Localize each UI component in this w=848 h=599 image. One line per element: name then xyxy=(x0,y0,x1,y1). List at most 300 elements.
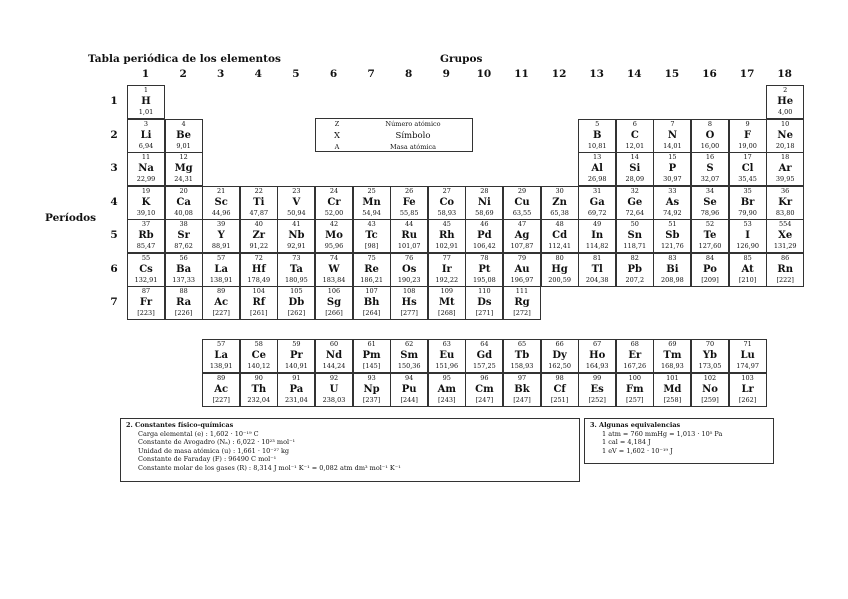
group-number: 17 xyxy=(739,68,755,80)
atomic-number: 80 xyxy=(555,253,564,262)
atomic-mass: 39,10 xyxy=(136,208,156,217)
atomic-mass: 180,95 xyxy=(285,275,308,284)
atomic-number: 3 xyxy=(143,119,149,128)
element-cell-ar xyxy=(766,152,804,186)
atomic-number: 60 xyxy=(329,340,339,348)
atomic-number: 46 xyxy=(480,220,489,228)
legend-z-desc: Número atómico xyxy=(385,120,441,128)
element-symbol: Pd xyxy=(477,230,492,241)
element-cell-mo xyxy=(315,219,353,253)
atomic-number: 93 xyxy=(367,374,376,382)
legend-a: A xyxy=(334,143,340,151)
atomic-mass: 151,96 xyxy=(435,362,459,370)
element-cell-ne xyxy=(766,119,804,153)
atomic-mass: [277] xyxy=(400,309,418,317)
atomic-mass: 91,22 xyxy=(249,242,269,250)
element-symbol: Dy xyxy=(552,350,567,361)
equivalence-item: 1 eV = 1,602 · 10⁻¹⁹ J xyxy=(602,446,673,455)
atomic-number: 52 xyxy=(705,220,715,228)
element-symbol: Ni xyxy=(477,196,491,208)
element-symbol: La xyxy=(214,350,228,361)
atomic-mass: [209] xyxy=(701,275,719,284)
element-symbol: Lr xyxy=(741,384,754,395)
element-symbol: Nd xyxy=(325,350,343,361)
atomic-mass: [227] xyxy=(212,396,230,404)
groups-label: Grupos xyxy=(440,53,483,65)
atomic-mass: 192,22 xyxy=(435,275,459,284)
atomic-mass: 69,72 xyxy=(587,208,607,217)
element-symbol: P xyxy=(668,163,677,174)
element-cell-bh xyxy=(353,286,391,320)
element-symbol: Co xyxy=(439,196,455,208)
atomic-mass: 144,24 xyxy=(322,362,346,370)
atomic-mass: [145] xyxy=(362,362,381,370)
atomic-number: 4 xyxy=(181,119,186,128)
atomic-number: 23 xyxy=(292,186,301,195)
element-symbol: Db xyxy=(288,297,305,308)
atomic-number: 17 xyxy=(743,153,752,161)
group-number: 16 xyxy=(702,68,717,80)
element-symbol: Pt xyxy=(478,263,491,275)
atomic-mass: 40,08 xyxy=(174,208,193,217)
atomic-mass: [251] xyxy=(550,396,569,404)
atomic-mass: 207,2 xyxy=(625,275,645,284)
element-symbol: Cl xyxy=(741,163,754,174)
element-symbol: Ac xyxy=(214,384,229,395)
atomic-number: 554 xyxy=(778,220,792,228)
atomic-mass: 32,07 xyxy=(700,175,720,183)
atomic-number: 58 xyxy=(254,340,263,348)
lanthanide-cell-pr xyxy=(277,339,315,373)
atomic-mass: 174,97 xyxy=(736,362,759,370)
element-cell-cs xyxy=(127,253,165,287)
element-cell-zr xyxy=(240,219,278,253)
atomic-number: 8 xyxy=(707,119,713,128)
element-symbol: Mn xyxy=(362,196,381,208)
element-symbol: Mg xyxy=(174,163,193,174)
atomic-number: 25 xyxy=(367,186,376,195)
atomic-mass: [247] xyxy=(513,396,531,404)
lanthanide-cell-gd xyxy=(465,339,503,373)
group-number: 9 xyxy=(442,68,450,80)
lanthanide-cell-er xyxy=(616,339,654,373)
atomic-mass: 195,08 xyxy=(473,275,496,284)
element-cell-tc xyxy=(353,219,391,253)
atomic-number: 74 xyxy=(329,253,339,262)
atomic-number: 11 xyxy=(141,153,151,161)
atomic-number: 76 xyxy=(405,253,414,262)
atomic-mass: 186,21 xyxy=(360,275,383,284)
element-symbol: Bk xyxy=(514,384,530,395)
element-symbol: Pb xyxy=(627,263,643,275)
element-symbol: Ac xyxy=(214,297,229,308)
element-cell-ac xyxy=(202,286,240,320)
actinide-cell-pa xyxy=(277,373,315,407)
atomic-mass: 92,91 xyxy=(287,242,306,250)
atomic-number: 103 xyxy=(741,374,754,382)
atomic-mass: [266] xyxy=(325,309,343,317)
atomic-mass: 39,95 xyxy=(775,175,795,183)
atomic-mass: 200,59 xyxy=(548,275,571,284)
atomic-number: 27 xyxy=(442,186,451,195)
group-number: 14 xyxy=(626,68,642,80)
element-cell-ca xyxy=(165,186,203,220)
atomic-mass: 19,00 xyxy=(738,141,757,150)
element-symbol: Cd xyxy=(552,230,568,241)
atomic-number: 13 xyxy=(593,153,602,161)
atomic-number: 56 xyxy=(179,253,188,262)
lanthanide-cell-lu xyxy=(729,339,767,373)
atomic-mass: 47,87 xyxy=(249,208,269,217)
element-symbol: Pa xyxy=(289,384,304,395)
atomic-number: 108 xyxy=(402,287,416,295)
group-number: 5 xyxy=(292,68,300,80)
element-cell-ir xyxy=(428,253,466,287)
element-cell-co xyxy=(428,186,466,220)
element-symbol: Cu xyxy=(514,196,530,208)
atomic-mass: 24,31 xyxy=(174,175,193,183)
element-symbol: Er xyxy=(628,350,642,361)
element-cell-ba xyxy=(165,253,203,287)
atomic-number: 9 xyxy=(745,119,750,128)
element-symbol: Hg xyxy=(551,263,568,275)
atomic-number: 51 xyxy=(668,220,677,228)
element-symbol: Sb xyxy=(665,230,680,241)
element-symbol: Ir xyxy=(441,263,452,275)
atomic-number: 18 xyxy=(781,153,790,161)
element-symbol: Pr xyxy=(289,350,303,361)
atomic-mass: [252] xyxy=(588,396,606,404)
atomic-mass: 9,01 xyxy=(176,141,191,150)
atomic-mass: [247] xyxy=(475,396,494,404)
atomic-number: 10 xyxy=(781,119,790,128)
element-cell-fr xyxy=(127,286,165,320)
element-cell-cd xyxy=(541,219,579,253)
atomic-number: 63 xyxy=(442,340,451,348)
element-cell-br xyxy=(729,186,767,220)
atomic-number: 5 xyxy=(595,119,600,128)
element-symbol: W xyxy=(328,263,340,275)
constant-item: Carga elemental (e) : 1,602 · 10⁻¹⁹ C xyxy=(138,429,259,438)
atomic-mass: [258] xyxy=(663,396,682,404)
atomic-number: 87 xyxy=(141,287,151,295)
atomic-number: 110 xyxy=(478,287,491,295)
atomic-mass: [98] xyxy=(364,242,379,250)
actinide-cell-fm xyxy=(616,373,654,407)
lanthanide-cell-pm xyxy=(353,339,391,373)
element-cell-hg xyxy=(541,253,579,287)
atomic-mass: 50,94 xyxy=(287,208,306,217)
atomic-number: 20 xyxy=(179,186,188,195)
atomic-mass: 196,97 xyxy=(510,275,534,284)
element-cell-nb xyxy=(277,219,315,253)
actinide-cell-md xyxy=(653,373,691,407)
element-cell-xe xyxy=(766,219,804,253)
atomic-mass: [226] xyxy=(174,309,193,317)
element-cell-os xyxy=(390,253,428,287)
element-symbol: No xyxy=(702,384,718,395)
element-cell-p xyxy=(653,152,691,186)
element-symbol: Cm xyxy=(475,384,494,395)
atomic-mass: [244] xyxy=(400,396,418,404)
atomic-number: 99 xyxy=(593,374,602,382)
element-symbol: Kr xyxy=(778,196,793,208)
actinide-cell-cm xyxy=(465,373,503,407)
element-cell-be xyxy=(165,119,203,153)
element-symbol: Cr xyxy=(327,196,341,208)
element-cell-as xyxy=(653,186,691,220)
element-symbol: Os xyxy=(402,263,417,275)
equivalence-item: 1 cal = 4,184 J xyxy=(602,438,651,446)
atomic-mass: [222] xyxy=(776,275,794,284)
element-symbol: Sm xyxy=(400,350,419,361)
element-symbol: Zr xyxy=(252,230,266,241)
element-symbol: Gd xyxy=(476,350,493,361)
element-cell-rn xyxy=(766,253,804,287)
group-number: 15 xyxy=(664,68,680,80)
element-symbol: Pm xyxy=(362,350,381,361)
atomic-mass: 83,80 xyxy=(775,208,795,217)
atomic-number: 40 xyxy=(254,220,263,228)
element-symbol: H xyxy=(141,96,151,107)
atomic-number: 94 xyxy=(405,374,414,382)
element-cell-ni xyxy=(465,186,503,220)
element-cell-ra xyxy=(165,286,203,320)
atomic-mass: 63,55 xyxy=(512,208,532,217)
element-cell-si xyxy=(616,152,654,186)
atomic-number: 96 xyxy=(480,374,489,382)
element-symbol: Tb xyxy=(514,350,530,361)
atomic-number: 34 xyxy=(705,186,715,195)
atomic-mass: 65,38 xyxy=(550,208,569,217)
atomic-mass: 101,07 xyxy=(397,242,421,250)
element-cell-h xyxy=(127,85,165,119)
atomic-mass: [237] xyxy=(362,396,381,404)
element-cell-zn xyxy=(541,186,579,220)
atomic-number: 73 xyxy=(292,253,301,262)
atomic-number: 79 xyxy=(517,253,527,262)
atomic-mass: 28,09 xyxy=(625,175,645,183)
atomic-mass: 173,05 xyxy=(698,362,722,370)
atomic-number: 95 xyxy=(442,374,451,382)
element-cell-rh xyxy=(428,219,466,253)
atomic-number: 6 xyxy=(632,119,637,128)
lanthanide-cell-la xyxy=(202,339,240,373)
atomic-number: 61 xyxy=(367,340,376,348)
period-number: 7 xyxy=(110,296,118,308)
element-cell-v xyxy=(277,186,315,220)
atomic-number: 29 xyxy=(517,186,527,195)
lanthanide-cell-eu xyxy=(428,339,466,373)
atomic-mass: 231,04 xyxy=(285,396,308,404)
element-symbol: Hf xyxy=(251,263,266,275)
atomic-number: 97 xyxy=(517,374,527,382)
element-symbol: Rf xyxy=(252,297,266,308)
element-cell-bi xyxy=(653,253,691,287)
element-cell-na xyxy=(127,152,165,186)
atomic-number: 65 xyxy=(517,340,527,348)
element-cell-he xyxy=(766,85,804,119)
legend-z: Z xyxy=(334,120,340,128)
element-cell-au xyxy=(503,253,541,287)
periods-label: Períodos xyxy=(45,212,97,224)
constants-title: 2. Constantes físico-químicas xyxy=(126,421,234,429)
actinide-cell-th xyxy=(240,373,278,407)
element-cell-sg xyxy=(315,286,353,320)
legend-key xyxy=(315,118,473,152)
element-symbol: Th xyxy=(251,384,267,395)
atomic-number: 92 xyxy=(329,374,339,382)
atomic-mass: [210] xyxy=(738,275,757,284)
element-cell-mt xyxy=(428,286,466,320)
element-symbol: Be xyxy=(176,129,191,141)
constant-item: Constante de Avogadro (Nₐ) : 6,022 · 10²³ mol⁻¹ xyxy=(138,438,296,446)
page-title: Tabla periódica de los elementos xyxy=(88,53,281,65)
element-cell-k xyxy=(127,186,165,220)
element-symbol: Ti xyxy=(253,196,265,208)
element-symbol: Fr xyxy=(139,297,153,308)
atomic-mass: 127,60 xyxy=(698,242,722,250)
actinide-cell-no xyxy=(691,373,729,407)
period-number: 4 xyxy=(110,195,118,208)
element-symbol: Nb xyxy=(288,230,305,241)
atomic-mass: 1,01 xyxy=(138,108,154,116)
element-symbol: Si xyxy=(629,163,641,174)
group-number: 10 xyxy=(476,68,492,80)
atomic-mass: 137,33 xyxy=(172,275,195,284)
atomic-number: 57 xyxy=(217,340,226,348)
lanthanide-cell-sm xyxy=(390,339,428,373)
element-symbol: Ra xyxy=(176,297,192,308)
element-symbol: U xyxy=(329,384,339,395)
element-cell-n xyxy=(653,119,691,153)
element-symbol: He xyxy=(777,96,794,107)
atomic-number: 14 xyxy=(630,153,639,161)
atomic-mass: 16,00 xyxy=(700,141,720,150)
group-number: 4 xyxy=(254,68,262,80)
element-symbol: Mo xyxy=(325,230,343,241)
atomic-mass: 232,04 xyxy=(247,396,271,404)
element-cell-ta xyxy=(277,253,315,287)
atomic-number: 44 xyxy=(405,220,414,228)
period-number: 3 xyxy=(110,162,118,174)
element-cell-hs xyxy=(390,286,428,320)
element-symbol: Np xyxy=(363,384,380,395)
atomic-mass: 190,23 xyxy=(397,275,421,284)
atomic-number: 75 xyxy=(367,253,376,262)
atomic-number: 12 xyxy=(179,153,188,161)
atomic-mass: [262] xyxy=(287,309,306,317)
atomic-number: 85 xyxy=(743,253,752,262)
atomic-number: 39 xyxy=(217,220,226,228)
atomic-mass: 22,99 xyxy=(136,175,156,183)
atomic-mass: 58,69 xyxy=(475,208,494,217)
atomic-mass: 138,91 xyxy=(209,362,233,370)
element-cell-mn xyxy=(353,186,391,220)
element-symbol: Ag xyxy=(514,230,530,241)
element-symbol: Al xyxy=(591,163,603,174)
constant-item: Unidad de masa atómica (u) : 1,661 · 10⁻²⁷ kg xyxy=(138,446,290,455)
element-cell-sr xyxy=(165,219,203,253)
element-cell-ge xyxy=(616,186,654,220)
atomic-number: 55 xyxy=(141,253,151,262)
equivalences-box xyxy=(584,418,774,464)
atomic-number: 89 xyxy=(217,374,226,382)
element-symbol: Ne xyxy=(777,129,793,141)
atomic-mass: 204,38 xyxy=(585,275,609,284)
group-number: 18 xyxy=(777,68,792,80)
element-symbol: Cs xyxy=(139,263,153,275)
atomic-mass: 140,12 xyxy=(247,362,271,370)
equivalence-item: 1 atm = 760 mmHg = 1,013 · 10⁵ Pa xyxy=(602,429,723,438)
element-symbol: Br xyxy=(740,196,755,208)
element-cell-te xyxy=(691,219,729,253)
atomic-number: 67 xyxy=(593,340,602,348)
element-symbol: Bh xyxy=(363,297,380,308)
element-symbol: Zn xyxy=(552,196,567,208)
atomic-number: 22 xyxy=(254,186,263,195)
element-symbol: Tm xyxy=(663,350,682,361)
atomic-mass: 131,29 xyxy=(773,242,797,250)
atomic-mass: 126,90 xyxy=(736,242,759,250)
period-number: 1 xyxy=(110,95,118,107)
element-symbol: Lu xyxy=(740,350,755,361)
atomic-number: 43 xyxy=(367,220,376,228)
element-symbol: Sc xyxy=(214,196,228,208)
element-symbol: Eu xyxy=(439,350,455,361)
atomic-number: 102 xyxy=(703,374,717,382)
constant-item: Constante de Faraday (F) : 96490 C mol⁻¹ xyxy=(138,455,277,463)
element-symbol: Cf xyxy=(553,384,566,395)
element-cell-ru xyxy=(390,219,428,253)
atomic-number: 83 xyxy=(668,253,677,262)
atomic-mass: 20,18 xyxy=(775,141,795,150)
element-symbol: Pu xyxy=(401,384,417,395)
element-cell-la xyxy=(202,253,240,287)
element-symbol: Xe xyxy=(778,230,793,241)
atomic-number: 109 xyxy=(440,287,453,295)
legend-x-desc: Símbolo xyxy=(395,131,431,141)
element-symbol: Rg xyxy=(514,297,530,308)
atomic-number: 35 xyxy=(743,186,752,195)
atomic-mass: 167,26 xyxy=(623,362,647,370)
atomic-mass: [257] xyxy=(626,396,644,404)
element-cell-cu xyxy=(503,186,541,220)
atomic-number: 68 xyxy=(630,340,639,348)
element-symbol: F xyxy=(744,129,752,141)
equivalences-title: 3. Algunas equivalencias xyxy=(590,421,681,429)
atomic-number: 72 xyxy=(254,253,263,262)
constant-item: Constante molar de los gases (R) : 8,314 J mol⁻¹ K⁻¹ = 0,082 atm dm³ mol⁻¹ K⁻¹ xyxy=(138,463,401,472)
element-cell-pd xyxy=(465,219,503,253)
element-cell-pt xyxy=(465,253,503,287)
element-cell-cl xyxy=(729,152,767,186)
actinide-cell-lr xyxy=(729,373,767,407)
element-cell-li xyxy=(127,119,165,153)
element-symbol: Am xyxy=(437,384,456,395)
atomic-mass: 132,91 xyxy=(134,275,158,284)
element-cell-sb xyxy=(653,219,691,253)
element-symbol: B xyxy=(592,129,602,141)
atomic-number: 1 xyxy=(143,86,149,94)
element-cell-mg xyxy=(165,152,203,186)
atomic-mass: 208,98 xyxy=(661,275,684,284)
actinide-cell-am xyxy=(428,373,466,407)
actinide-cell-u xyxy=(315,373,353,407)
atomic-number: 107 xyxy=(365,287,378,295)
period-number: 6 xyxy=(110,262,118,275)
element-symbol: Ba xyxy=(176,263,192,275)
